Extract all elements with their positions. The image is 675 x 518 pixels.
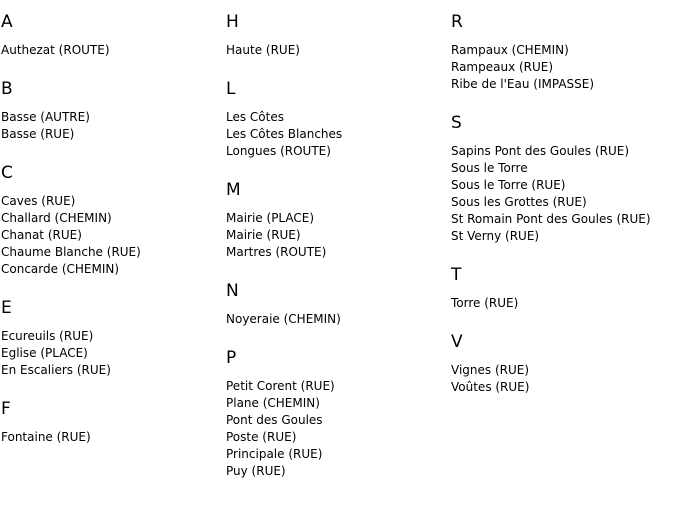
street-item: Concarde (CHEMIN) — [1, 262, 120, 276]
street-item: Les Côtes Blanches — [226, 127, 343, 141]
letter-heading: N — [226, 281, 239, 301]
street-item: Torre (RUE) — [451, 296, 519, 310]
street-column — [451, 0, 673, 396]
letter-group — [226, 0, 448, 59]
street-item: Haute (RUE) — [226, 43, 300, 57]
street-item: Plane (CHEMIN) — [226, 396, 320, 410]
letter-heading: F — [1, 399, 11, 419]
street-item: Sous le Torre — [451, 161, 528, 175]
street-item: St Verny (RUE) — [451, 229, 540, 243]
letter-heading: P — [226, 348, 237, 368]
street-list — [226, 378, 448, 480]
letter-heading: E — [1, 298, 12, 318]
street-item: Chanat (RUE) — [1, 228, 82, 242]
letter-group — [451, 245, 673, 312]
street-item: Challard (CHEMIN) — [1, 211, 112, 225]
letter-group — [451, 312, 673, 396]
street-item: Mairie (RUE) — [226, 228, 301, 242]
street-column — [1, 0, 223, 446]
street-item: Principale (RUE) — [226, 447, 323, 461]
street-item: Pont des Goules — [226, 413, 323, 427]
street-item: Fontaine (RUE) — [1, 430, 91, 444]
letter-group — [1, 278, 223, 379]
street-list — [226, 42, 448, 59]
street-list — [226, 311, 448, 328]
street-item: Noyeraie (CHEMIN) — [226, 312, 341, 326]
letter-group — [451, 0, 673, 93]
street-list — [1, 328, 223, 379]
letter-group — [226, 328, 448, 480]
street-list — [451, 295, 673, 312]
street-item: Mairie (PLACE) — [226, 211, 315, 225]
street-list — [451, 143, 673, 245]
letter-group — [1, 59, 223, 143]
letter-group — [451, 93, 673, 245]
street-list — [1, 193, 223, 278]
street-item: Sous le Torre (RUE) — [451, 178, 566, 192]
letter-heading: T — [451, 265, 462, 285]
letter-heading: C — [1, 163, 13, 183]
letter-heading: M — [226, 180, 241, 200]
street-list — [451, 42, 673, 93]
street-item: Authezat (ROUTE) — [1, 43, 110, 57]
street-item: St Romain Pont des Goules (RUE) — [451, 212, 651, 226]
street-item: Ribe de l'Eau (IMPASSE) — [451, 77, 595, 91]
street-item: Sapins Pont des Goules (RUE) — [451, 144, 630, 158]
street-item: Puy (RUE) — [226, 464, 286, 478]
letter-group — [1, 143, 223, 278]
letter-heading: V — [451, 332, 463, 352]
letter-heading: R — [451, 12, 463, 32]
letter-group — [226, 59, 448, 160]
street-item: Martres (ROUTE) — [226, 245, 327, 259]
street-item: Eglise (PLACE) — [1, 346, 88, 360]
letter-heading: B — [1, 79, 13, 99]
letter-group — [1, 379, 223, 446]
letter-group — [226, 261, 448, 328]
street-item: Petit Corent (RUE) — [226, 379, 335, 393]
letter-group — [226, 160, 448, 261]
street-item: En Escaliers (RUE) — [1, 363, 111, 377]
street-item: Rampaux (CHEMIN) — [451, 43, 569, 57]
street-item: Rampeaux (RUE) — [451, 60, 554, 74]
street-list — [1, 42, 223, 59]
letter-heading: A — [1, 12, 13, 32]
street-item: Basse (RUE) — [1, 127, 75, 141]
street-item: Chaume Blanche (RUE) — [1, 245, 141, 259]
street-list — [1, 109, 223, 143]
street-list — [1, 429, 223, 446]
street-item: Basse (AUTRE) — [1, 110, 90, 124]
street-item: Sous les Grottes (RUE) — [451, 195, 587, 209]
street-column — [226, 0, 448, 480]
street-item: Caves (RUE) — [1, 194, 76, 208]
street-item: Ecureuils (RUE) — [1, 329, 94, 343]
street-item: Vignes (RUE) — [451, 363, 530, 377]
letter-group — [1, 0, 223, 59]
street-list — [226, 109, 448, 160]
letter-heading: S — [451, 113, 462, 133]
street-list — [451, 362, 673, 396]
street-item: Les Côtes — [226, 110, 284, 124]
letter-heading: H — [226, 12, 239, 32]
street-item: Poste (RUE) — [226, 430, 297, 444]
letter-heading: L — [226, 79, 236, 99]
street-item: Longues (ROUTE) — [226, 144, 331, 158]
street-item: Voûtes (RUE) — [451, 380, 530, 394]
street-list — [226, 210, 448, 261]
